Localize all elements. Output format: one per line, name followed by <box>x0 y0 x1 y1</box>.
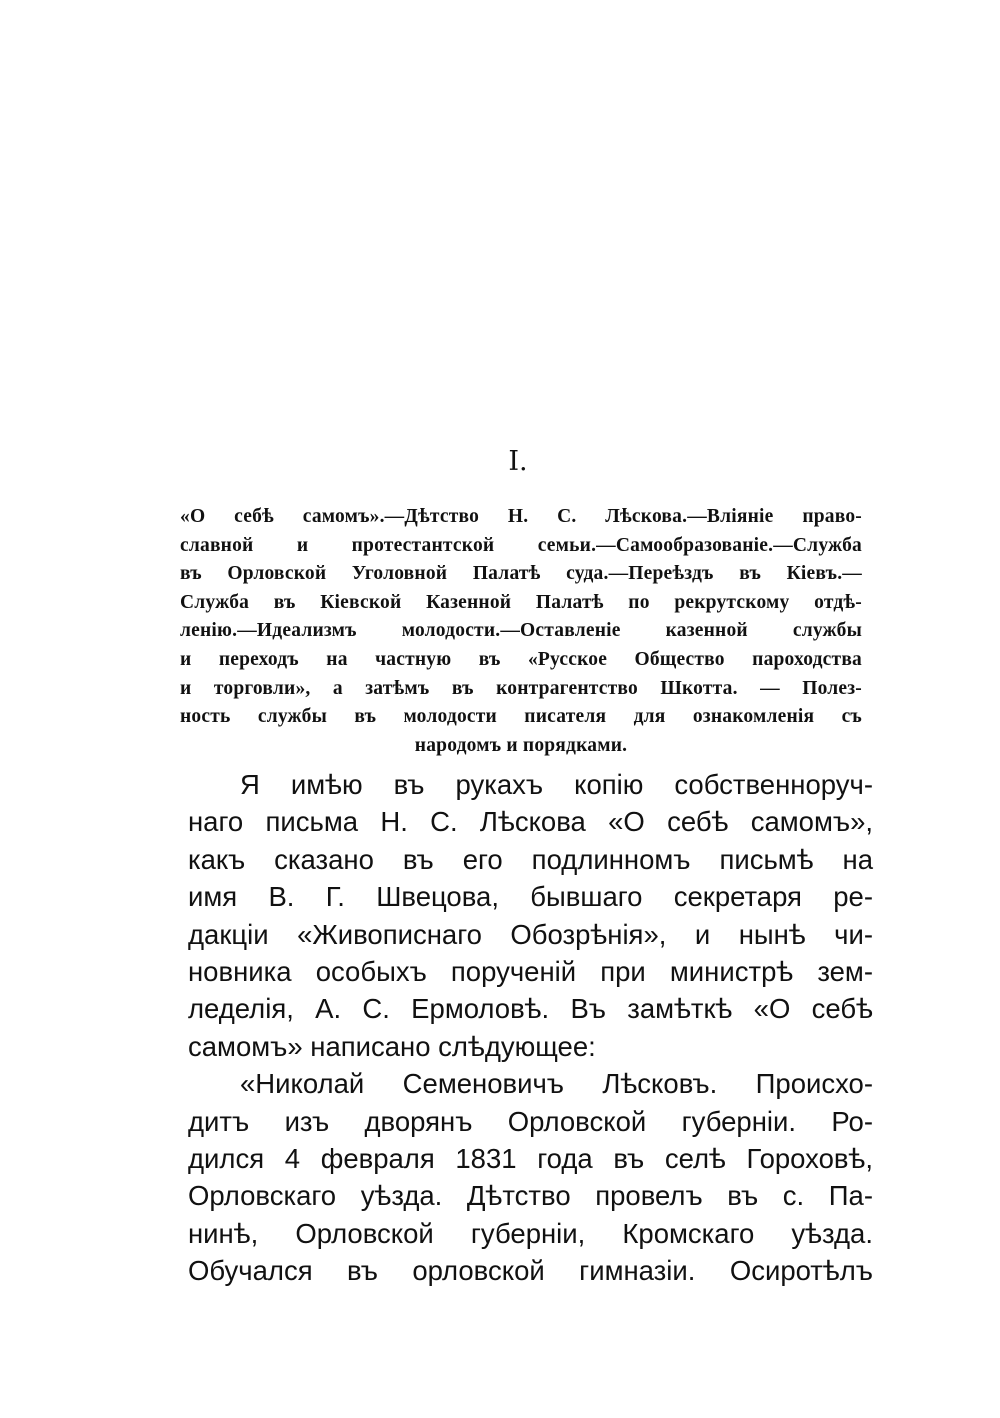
summary-line: ленію.—Идеализмъ молодости.—Оставленіе казенной службы <box>180 620 862 642</box>
summary-line: Служба въ Кіевской Казенной Палатѣ по рекрутскому отдѣ- <box>180 591 862 613</box>
body-line: самомъ» написано слѣдующее: <box>188 1030 596 1062</box>
summary-line: народомъ и порядками. <box>414 734 628 756</box>
summary-line: и переходъ на частную въ «Русское Общество пароходства <box>180 648 862 670</box>
chapter-numeral: I. <box>508 446 528 477</box>
body-line: новника особыхъ порученій при министрѣ зем- <box>188 955 873 987</box>
body-line: какъ сказано въ его подлинномъ письмѣ на <box>188 843 873 875</box>
summary-line: и торговли», а затѣмъ въ контрагентство Шкотта. — Полез- <box>180 677 862 699</box>
body-line: имя В. Г. Швецова, бывшаго секретаря ре- <box>188 881 873 913</box>
summary-line: «О себѣ самомъ».—Дѣтство Н. С. Лѣскова.—Вліяніе право- <box>180 506 862 527</box>
body-line: Я имѣю въ рукахъ копію собственноруч- <box>240 769 873 800</box>
body-line: наго письма Н. С. Лѣскова «О себѣ самомъ», <box>188 806 873 838</box>
chapter-summary <box>180 503 862 760</box>
body-line: нинѣ, Орловской губерніи, Кромскаго уѣзда. <box>188 1217 873 1249</box>
body-line: «Николай Семеновичъ Лѣсковъ. Происхо- <box>240 1068 873 1100</box>
body-line: дакціи «Живописнаго Обозрѣнія», и нынѣ чи- <box>188 918 873 950</box>
summary-line: въ Орловской Уголовной Палатѣ суда.—Переѣздъ въ Кіевъ.— <box>180 563 862 585</box>
summary-line: славной и протестантской семьи.—Самообразованіе.—Служба <box>180 534 862 556</box>
body-line: Обучался въ орловской гимназіи. Осиротѣлъ <box>188 1255 873 1287</box>
body-line: леделія, А. С. Ермоловѣ. Въ замѣткѣ «О себѣ <box>188 993 873 1025</box>
body-line: дился 4 февраля 1831 года въ селѣ Гороховѣ, <box>188 1142 873 1174</box>
body-line: Орловскаго уѣзда. Дѣтство провелъ въ с. Па- <box>188 1180 873 1212</box>
summary-line: ность службы въ молодости писателя для ознакомленія съ <box>180 706 862 728</box>
body-line: дитъ изъ дворянъ Орловской губерніи. Ро- <box>188 1105 873 1137</box>
body-text <box>188 766 873 1289</box>
